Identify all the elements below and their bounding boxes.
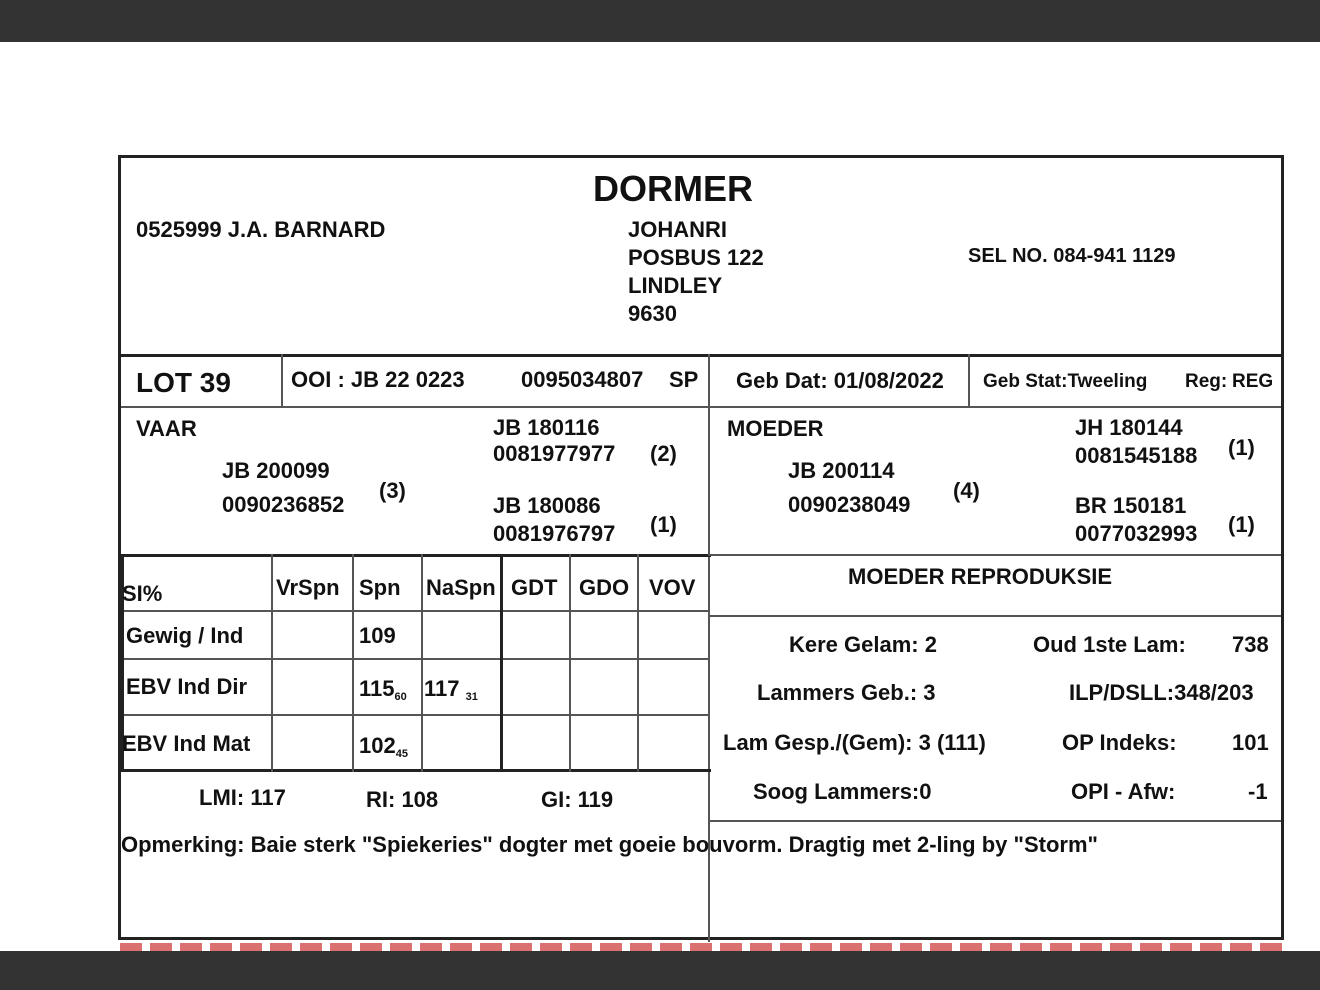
divider [569, 554, 571, 772]
address-line-4: 9630 [628, 301, 677, 326]
row-label: EBV Ind Dir [126, 674, 248, 699]
reproduction-title: MOEDER REPRODUKSIE [848, 564, 1113, 589]
sire-id: 0090236852 [222, 492, 345, 517]
birth-status: Geb Stat:Tweeling [983, 371, 1148, 392]
divider [121, 610, 708, 612]
suckled-lambs: Soog Lammers:0 [753, 779, 932, 804]
cutoff-red-text [120, 943, 1285, 951]
breed-title: DORMER [593, 168, 753, 209]
paternal-granddam-code: JB 180086 [493, 493, 601, 518]
first-lamb-age-label: Oud 1ste Lam: [1033, 632, 1186, 657]
dam-label: MOEDER [727, 416, 824, 441]
paternal-granddam-id: 0081976797 [493, 521, 616, 546]
ooi-id: 0095034807 [521, 367, 644, 392]
row-label: EBV Ind Mat [122, 731, 251, 756]
maternal-granddam-code: BR 150181 [1075, 493, 1187, 518]
divider [968, 354, 970, 406]
lot-number: LOT 39 [136, 367, 231, 398]
paternal-granddam-count: (1) [650, 512, 677, 537]
paternal-grandsire-count: (2) [650, 441, 677, 466]
paternal-grandsire-code: JB 180116 [493, 415, 600, 440]
opi-deviation-value: -1 [1248, 779, 1268, 804]
times-lambed: Kere Gelam: 2 [789, 632, 937, 657]
divider [708, 554, 1281, 556]
maternal-grandsire-code: JH 180144 [1075, 415, 1183, 440]
address-line-2: POSBUS 122 [628, 245, 764, 270]
address-line-1: JOHANRI [628, 217, 728, 242]
divider [121, 354, 1281, 357]
opi-deviation-label: OPI - Afw: [1071, 779, 1176, 804]
maternal-granddam-id: 0077032993 [1075, 521, 1198, 546]
header-gdt: GDT [511, 575, 558, 600]
sire-count: (3) [379, 478, 406, 503]
dam-id: 0090238049 [788, 492, 911, 517]
spn-accuracy: 45 [395, 748, 408, 760]
divider [708, 820, 1281, 822]
header-naspn: NaSpn [426, 575, 496, 600]
sire-label: VAAR [136, 416, 197, 441]
maternal-grandsire-id: 0081545188 [1075, 443, 1198, 468]
divider [281, 354, 283, 406]
lambs-weaned: Lam Gesp./(Gem): 3 (111) [723, 730, 986, 755]
divider [637, 554, 639, 772]
dam-code: JB 200114 [788, 458, 895, 483]
header-vov: VOV [649, 575, 696, 600]
divider [121, 714, 708, 716]
lmi-index: LMI: 117 [199, 785, 286, 810]
row-spn [359, 734, 408, 766]
remark: Opmerking: Baie sterk "Spiekeries" dogter met goeie bouvorm. Dragtig met 2-ling by "Storm" [121, 832, 1098, 857]
header-si: SI% [122, 581, 163, 606]
paternal-grandsire-id: 0081977977 [493, 441, 616, 466]
first-lamb-age-value: 738 [1232, 632, 1269, 657]
naspn-accuracy: 31 [465, 691, 478, 703]
row-label: Gewig / Ind [126, 623, 244, 648]
ooi-code: OOI : JB 22 0223 [291, 367, 465, 392]
reg-value: REG [1232, 371, 1274, 392]
address-line-3: LINDLEY [628, 273, 723, 298]
row-spn [359, 677, 407, 709]
divider [121, 406, 1281, 408]
maternal-granddam-count: (1) [1228, 512, 1255, 537]
top-dark-bar [0, 0, 1320, 42]
row-naspn [424, 677, 478, 709]
divider [421, 554, 423, 772]
divider [708, 615, 1281, 617]
spn-value: 102 [359, 733, 396, 758]
birth-date: Geb Dat: 01/08/2022 [736, 368, 944, 393]
divider [121, 554, 711, 557]
divider [271, 554, 273, 772]
dam-count: (4) [953, 478, 980, 503]
maternal-grandsire-count: (1) [1228, 435, 1255, 460]
divider [500, 554, 503, 772]
sire-code: JB 200099 [222, 458, 330, 483]
divider [352, 554, 354, 772]
ilp-dsll: ILP/DSLL:348/203 [1069, 680, 1254, 705]
divider [121, 658, 708, 660]
spn-value: 115 [359, 676, 395, 701]
owner: 0525999 J.A. BARNARD [136, 217, 386, 242]
row-spn: 109 [359, 623, 396, 648]
reg-label: Reg: [1185, 371, 1228, 392]
op-index-value: 101 [1232, 730, 1269, 755]
bottom-dark-bar [0, 951, 1320, 990]
ooi-type: SP [669, 367, 699, 392]
phone-number: SEL NO. 084-941 1129 [968, 245, 1176, 267]
header-spn: Spn [359, 575, 401, 600]
op-index-label: OP Indeks: [1062, 730, 1177, 755]
header-vrspn: VrSpn [276, 575, 340, 600]
ri-index: RI: 108 [366, 787, 439, 812]
gi-index: GI: 119 [541, 787, 614, 812]
animal-card [118, 155, 1284, 940]
lambs-born: Lammers Geb.: 3 [757, 680, 936, 705]
divider [121, 769, 711, 772]
header-gdo: GDO [579, 575, 630, 600]
naspn-value: 117 [424, 676, 460, 701]
spn-accuracy: 60 [394, 691, 407, 703]
